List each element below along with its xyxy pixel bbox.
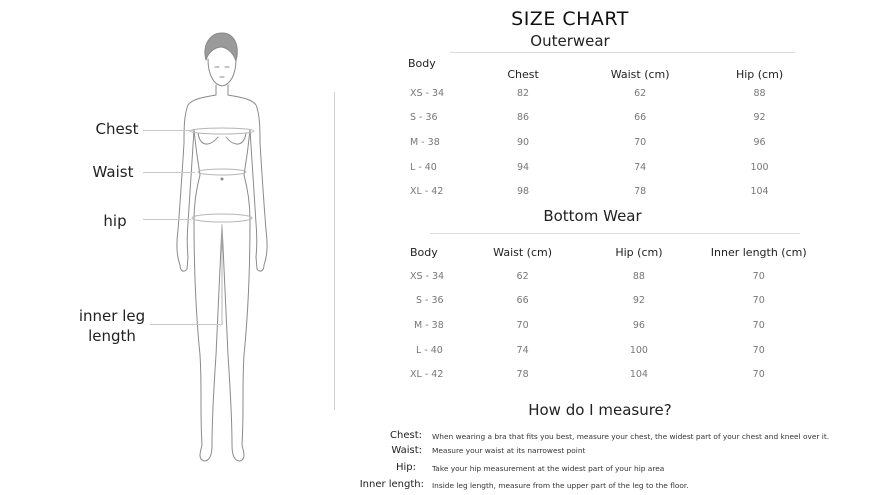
waist-label: Waist bbox=[92, 163, 134, 181]
table-row: XS - 34 62 88 70 bbox=[410, 270, 765, 282]
hip-leader-line bbox=[143, 219, 191, 220]
waist-term: Waist: bbox=[391, 445, 422, 456]
inner-length-term: Inner length: bbox=[359, 479, 424, 490]
outerwear-col-chest: Chest bbox=[507, 68, 539, 81]
bottomwear-title: Bottom Wear bbox=[543, 207, 642, 225]
table-row: S - 36 66 92 70 bbox=[416, 295, 765, 307]
chest-leader-line bbox=[143, 130, 193, 131]
bottomwear-col-waist: Waist (cm) bbox=[493, 245, 553, 259]
outerwear-col-body: Body bbox=[408, 57, 436, 70]
outerwear-title: Outerwear bbox=[530, 32, 610, 50]
bottomwear-col-inner-length: Inner length (cm) bbox=[710, 245, 807, 259]
inner-leg-label-line-1: inner leg bbox=[78, 307, 146, 325]
how-to-measure-title: How do I measure? bbox=[528, 401, 672, 419]
outerwear-header-row bbox=[398, 55, 818, 81]
waist-instructions: Measure your waist at its narrowest point bbox=[432, 446, 586, 455]
inner-leg-leader-line bbox=[150, 324, 222, 325]
bottomwear-title-rule bbox=[430, 233, 800, 234]
hip-term: Hip: bbox=[395, 462, 416, 473]
body-figure-illustration bbox=[150, 25, 290, 470]
bottomwear-table bbox=[398, 240, 818, 387]
outerwear-col-waist: Waist (cm) bbox=[610, 68, 670, 81]
table-row: M - 38 70 96 70 bbox=[414, 319, 765, 331]
chest-term: Chest: bbox=[390, 430, 422, 441]
table-row: L - 40 74 100 70 bbox=[416, 344, 765, 356]
table-row: XL - 42 98 78 104 bbox=[410, 186, 769, 198]
inner-leg-label-line-2: length bbox=[88, 327, 136, 345]
hip-label: hip bbox=[103, 212, 127, 230]
table-row: XS - 34 82 62 88 bbox=[410, 87, 766, 99]
outerwear-title-rule bbox=[450, 52, 795, 53]
waist-leader-line bbox=[143, 172, 195, 173]
chest-label: Chest bbox=[95, 120, 139, 138]
outerwear-table bbox=[398, 55, 818, 204]
vertical-divider bbox=[334, 92, 335, 410]
inner-leg-length-label bbox=[72, 306, 152, 346]
page-title: SIZE CHART bbox=[511, 8, 629, 30]
bottomwear-col-hip: Hip (cm) bbox=[615, 245, 663, 259]
outerwear-col-hip: Hip (cm) bbox=[735, 68, 784, 81]
table-row: M - 38 90 70 96 bbox=[410, 136, 766, 148]
table-row: XL - 42 78 104 70 bbox=[410, 369, 765, 381]
table-row: L - 40 94 74 100 bbox=[410, 161, 769, 173]
hip-instructions: Take your hip measurement at the widest part of your hip area bbox=[432, 464, 665, 473]
chest-instructions: When wearing a bra that fits you best, measure your chest, the widest part of your chest and kneel over it. bbox=[432, 432, 830, 441]
inner-length-instructions: Inside leg length, measure from the upper part of the leg to the floor. bbox=[432, 481, 689, 490]
bottomwear-col-body: Body bbox=[410, 245, 438, 259]
bottomwear-header-row bbox=[398, 240, 818, 264]
table-row: S - 36 86 66 92 bbox=[410, 112, 766, 124]
